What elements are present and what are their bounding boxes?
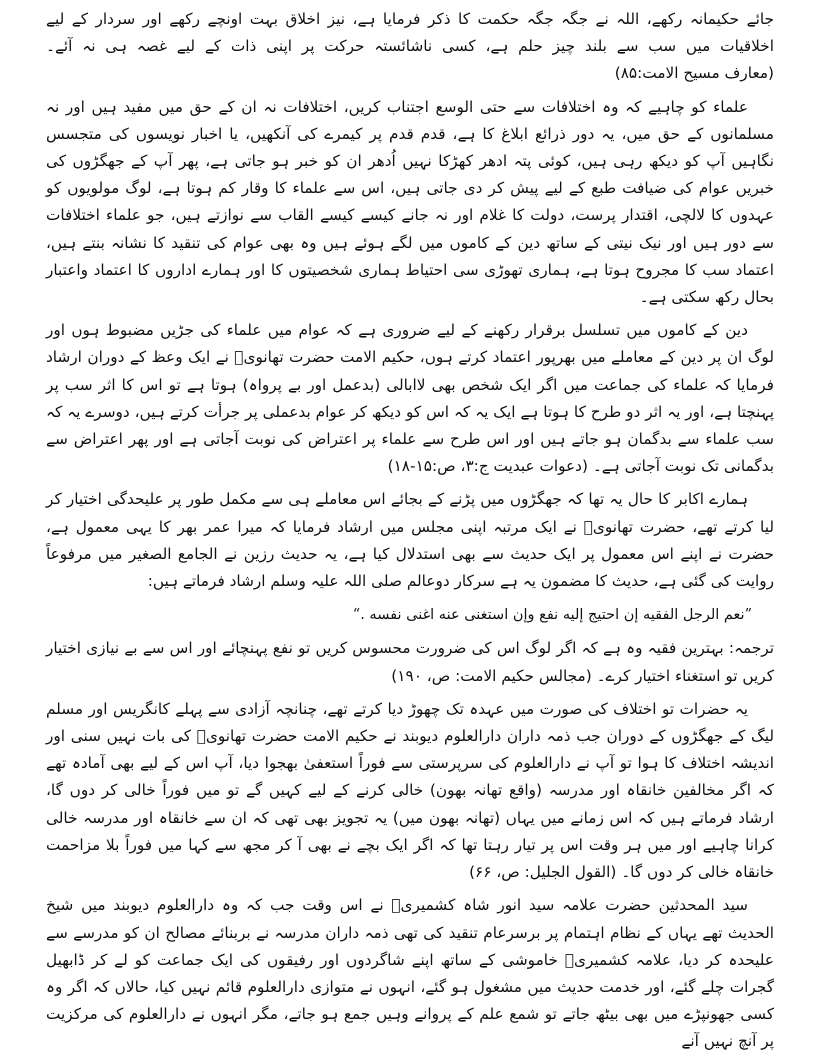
paragraph-text: دین کے کاموں میں تسلسل برقرار رکھنے کے لیے ضروری ہے کہ عوام میں علماء کی جڑیں مضبوط ہوں اور لوگ ان پر دین کے معاملے میں بھرپور اعتماد کرتے ہوں، حکیم الامت حضرت تھانویؒ نے ایک وعظ کے دوران ارشاد فرمایا کہ علماء کی جماعت میں اگر ایک شخص بھی لاابالی (بدعمل اور بے پرواہ) ہوتا ہے تو اس کا اثر سب پر پہنچتا ہے، اور یہ اثر دو طرح کا ہوتا ہے ایک یہ کہ اس کو دیکھ کر عوام بدعملی پر جرأت کرتے ہیں، دوسرے یہ کہ سب علماء سے بدگمان ہو جاتے ہیں اور اس طرح سے علماء پر اعتراض کی نوبت آجاتی ہے اور پھر اعتراض سے بدگمانی تک نوبت آجاتی ہے۔ <box>46 321 774 476</box>
hadith-quote <box>46 601 774 629</box>
paragraph-text: ہمارے اکابر کا حال یہ تھا کہ جھگڑوں میں پڑنے کے بجائے اس معاملے ہی سے مکمل طور پر علیحدگی اختیار کر لیا کرتے تھے، حضرت تھانویؒ نے ایک مرتبہ اپنی مجلس میں ارشاد فرمایا کہ میرا عمر بھر کا یہی معمول ہے، حضرت نے اپنے اس معمول پر ایک حدیث سے بھی استدلال کیا ہے، یہ حدیث رزین نے الجامع الصغیر میں مرفوعاً روایت کی گئی ہے، حدیث کا مضمون یہ ہے سرکار دوعالم صلی اللہ علیہ وسلم ارشاد فرماتے ہیں: <box>46 490 774 591</box>
translation-paragraph <box>46 635 774 689</box>
paragraph-text: جائے حکیمانہ رکھے، اللہ نے جگہ جگہ حکمت کا ذکر فرمایا ہے، نیز اخلاق بہت اونچے رکھے اور سردار کے لیے اخلاقیات میں سب سے بلند چیز حلم ہے، کسی ناشائستہ حرکت پر اپنی ذات کے لیے غصہ ہی نہ آئے۔ <box>46 10 774 56</box>
document-page <box>46 6 774 1051</box>
paragraph-kashmiri <box>46 892 774 1055</box>
paragraph-akabir <box>46 486 774 595</box>
paragraph-hilm <box>46 6 774 88</box>
paragraph-text: سید المحدثین حضرت علامہ سید انور شاہ کشمیریؒ نے اس وقت جب کہ وہ دارالعلوم دیوبند میں شیخ الحدیث تھے یہاں کے نظام اہتمام پر برسرعام تنقید کی تھی ذمہ داران مدرسہ نے بربنائے مصالح ان کو مدرسے سے علیحدہ کر دیا، علامہ کشمیریؒ خاموشی کے ساتھ اپنے شاگردوں اور رفیقوں کی ایک جماعت کو لے کر ڈابھیل گجرات چلے گئے، اور خدمت حدیث میں مشغول ہو گئے، انہوں نے متوازی دارالعلوم قائم نہیں کیا، حالاں کہ اگر وہ کسی جھونپڑے میں بھی بیٹھ جاتے تو شمع علم کے پروانے وہیں جمع ہو جاتے، مگر انہوں نے دارالعلوم کی مرکزیت پر آنچ نہیں آنے <box>46 896 774 1051</box>
citation: (مجالس حکیم الامت: ص، ۱۹۰) <box>391 666 592 685</box>
translation-text: ترجمہ: بہترین فقیہ وہ ہے کہ اگر لوگ اس کی ضرورت محسوس کریں تو نفع پہنچائے اور اس سے بے نیازی اختیار کریں تو استغناء اختیار کرے۔ <box>46 639 774 685</box>
citation: (القول الجلیل: ص، ۶۶) <box>469 863 617 882</box>
paragraph-istifa <box>46 696 774 886</box>
citation: (دعوات عبدیت ج:۳، ص:۱۵-۱۸) <box>387 457 588 476</box>
paragraph-text: علماء کو چاہیے کہ وہ اختلافات سے حتی الوسع اجتناب کریں، اختلافات نہ ان کے حق میں مفید ہیں اور نہ مسلمانوں کے حق میں، یہ دور ذرائع ابلاغ کا ہے، قدم قدم پر کیمرے کی آنکھیں، یا اخبار نویسوں کی متجسس نگاہیں آپ کو دیکھ رہی ہیں، کوئی پتہ ادھر کھڑکا نہیں اُدھر ان کو خبر ہو جاتی ہے، پھر آپ کے جھگڑوں کی خبریں عوام کی ضیافت طبع کے لیے پیش کر دی جاتی ہیں، اس سے علماء کا وقار کم ہوتا ہے، لوگ مولویوں کو عہدوں کا لالچی، اقتدار پرست، دولت کا غلام اور نہ جانے کیسے کیسے القاب سے نوازتے ہیں، جو علماء اختلافات سے دور ہیں اور نیک نیتی کے ساتھ دین کے کاموں میں لگے ہوئے ہیں وہ بھی عوام کی تنقید کا نشانہ بنتے ہیں، اعتماد سب کا مجروح ہوتا ہے، ہماری تھوڑی سی احتیاط ہماری شخصیتوں کا اور ہمارے اداروں کا اعتماد واعتبار بحال رکھ سکتی ہے۔ <box>46 97 774 307</box>
citation: (معارف مسیح الامت:۸۵) <box>614 64 774 83</box>
paragraph-text: یہ حضرات تو اختلاف کی صورت میں عہدہ تک چھوڑ دیا کرتے تھے، چنانچہ آزادی سے پہلے کانگریس اور مسلم لیگ کے جھگڑوں کے دوران جب ذمہ داران دارالعلوم دیوبند نے حکیم الامت حضرت تھانویؒ کی بات نہیں سنی اور اندیشہ اختلاف کا ہوا تو آپ نے دارالعلوم کی سرپرستی سے فوراً استعفیٰ بھجوا دیا، آپ اس کے لیے بھی آمادہ تھے کہ اگر مخالفین خانقاہ اور مدرسہ (واقع تھانہ بھون) خالی کرنے کے لیے کہیں گے تو میں فوراً خالی کر دوں گا، ارشاد فرماتے ہیں کہ اس زمانے میں یہاں (تھانہ بھون میں) یہ تجویز بھی تھی کہ ان سے خانقاہ اور مدرسہ خالی کرانا چاہیے اور میں ہر وقت اس پر تیار رہتا تھا کہ اگر ایک بچے نے بھی آ کر مجھ سے کہا میں فوراً بلا مزاحمت خانقاہ خالی کر دوں گا۔ <box>46 699 774 882</box>
paragraph-ikhtilafat <box>46 94 774 312</box>
paragraph-tasalsul <box>46 317 774 480</box>
arabic-quote-text: ”نعم الرجل الفقیه إن احتیج إلیه نفع وإن استغنی عنه اغنی نفسه .“ <box>352 607 752 624</box>
